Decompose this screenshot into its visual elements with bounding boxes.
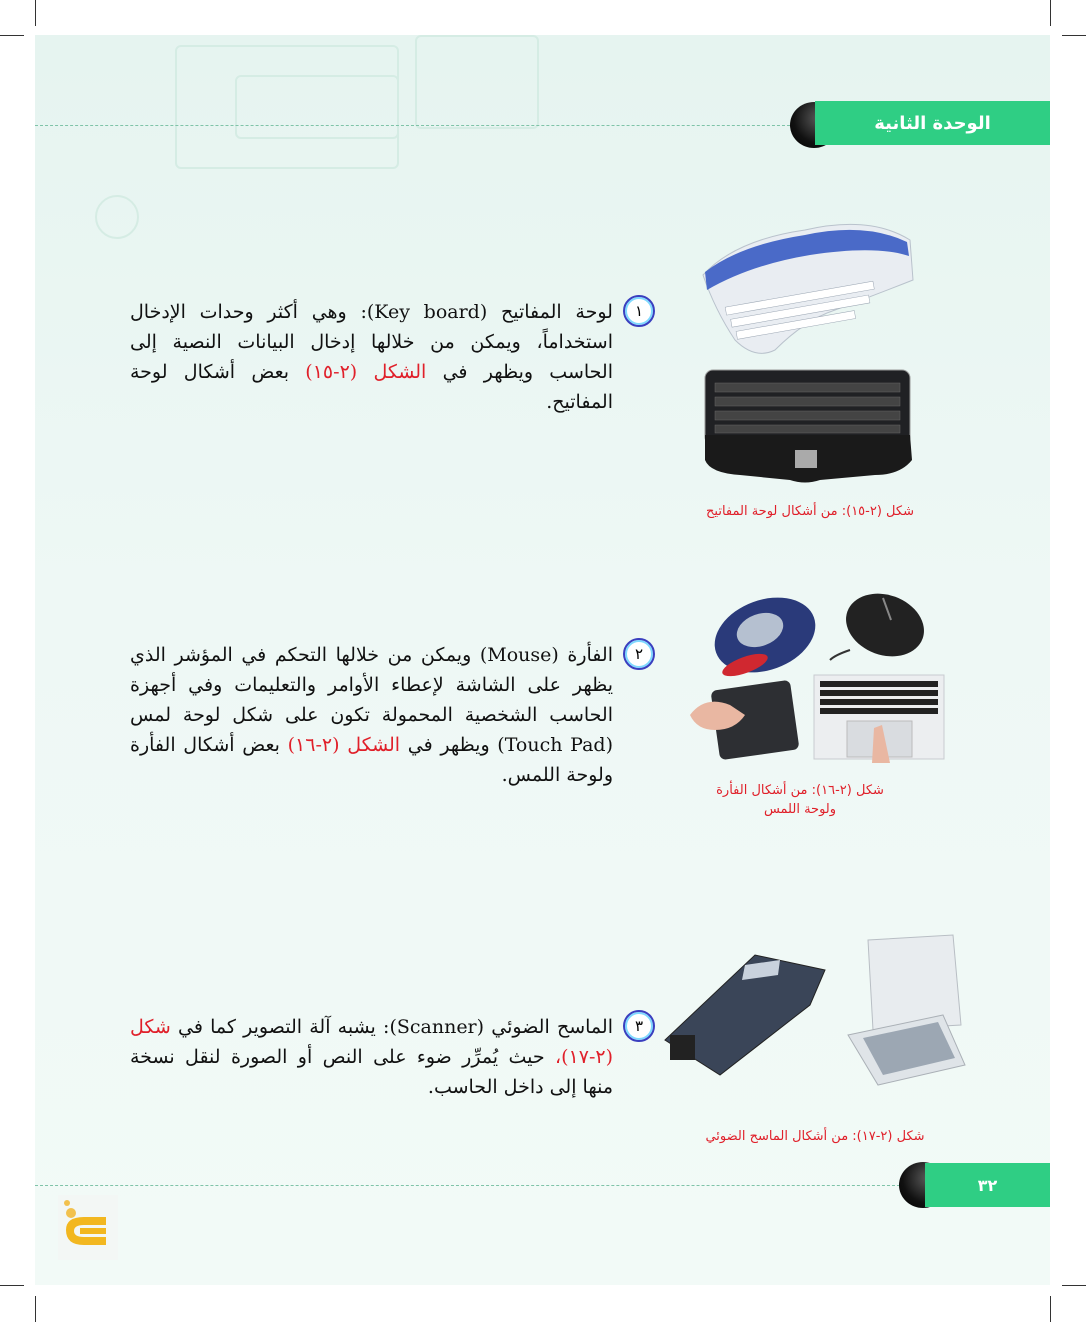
crop-mark: [0, 1285, 24, 1286]
crop-mark: [1062, 1285, 1086, 1286]
touchpad-photo: [812, 673, 947, 763]
text-run: استخداماً، ويمكن من خلالها إدخال البيانات النصية إلى: [130, 331, 613, 353]
crop-mark: [1050, 1296, 1051, 1322]
text-run: الحاسب ويظهر في: [426, 361, 613, 383]
paragraph-line: [130, 640, 613, 670]
paragraph-line: [130, 297, 613, 327]
keyboard-black-photo: [700, 365, 915, 485]
caption-line: شكل (٢-١٧): من أشكال الماسح الضوئي: [705, 1129, 925, 1144]
unit-title-tab: [815, 101, 1050, 145]
paragraph-line: [130, 387, 613, 417]
page-number: ٣٢: [977, 1175, 998, 1195]
text-run: المفاتيح.: [546, 391, 613, 413]
paragraph-line: [130, 357, 613, 387]
crop-mark: [35, 1296, 36, 1322]
keyboard-paragraph: [130, 297, 613, 417]
text-run: ولوحة اللمس.: [501, 764, 613, 786]
scanner-paragraph: [130, 1012, 613, 1102]
paragraph-line: [130, 730, 613, 760]
portable-scanner-photo: [660, 945, 830, 1080]
text-run: الحاسب الشخصية المحمولة تكون على شكل لوحة لمس: [130, 704, 613, 726]
text-run: الفأرة (Mouse) ويمكن من خلالها التحكم في المؤشر الذي: [130, 644, 613, 666]
circuit-pattern: [95, 195, 139, 239]
caption-line: شكل (٢-١٦): من أشكال الفأرة: [716, 783, 884, 798]
publisher-logo: [58, 1195, 118, 1260]
figure-reference: شكل: [130, 1016, 171, 1038]
text-run: يظهر على الشاشة لإعطاء الأوامر والتعليمات وفي أجهزة: [130, 674, 613, 696]
paragraph-line: [130, 760, 613, 790]
item-number: ٣: [634, 1017, 644, 1035]
text-run: (Touch Pad) ويظهر في: [400, 734, 613, 756]
text-run: حيث يُمرِّر ضوء على النص أو الصورة لنقل نسخة: [130, 1046, 555, 1068]
unit-title: الوحدة الثانية: [874, 112, 991, 134]
caption-line: شكل (٢-١٥): من أشكال لوحة المفاتيح: [706, 504, 914, 519]
circuit-pattern: [415, 35, 539, 129]
text-run: بعض أشكال الفأرة: [130, 734, 288, 756]
text-run: لوحة المفاتيح (Key board): وهي أكثر وحدات الإدخال: [130, 301, 613, 323]
page: [35, 35, 1050, 1285]
figure-reference: الشكل (٢-١٦): [287, 734, 401, 756]
mouse-black-photo: [825, 590, 945, 670]
text-run: منها إلى داخل الحاسب.: [427, 1076, 613, 1098]
caption-line: ولوحة اللمس: [763, 802, 837, 817]
page-number-tab: [925, 1163, 1050, 1207]
paragraph-line: [130, 670, 613, 700]
crop-mark: [0, 35, 24, 36]
item-number: ١: [634, 302, 644, 320]
paragraph-line: [130, 1012, 613, 1042]
paragraph-line: [130, 1072, 613, 1102]
text-run: الماسح الضوئي (Scanner): يشبه آلة التصوير كما في: [170, 1016, 613, 1038]
crop-mark: [1050, 0, 1051, 26]
crop-mark: [1062, 35, 1086, 36]
figure-caption: [675, 781, 925, 819]
keyboard-white-photo: [695, 200, 920, 360]
figure-caption: [675, 502, 945, 521]
paragraph-line: [130, 1042, 613, 1072]
mouse-blue-photo: [705, 590, 825, 680]
footer-rule: [35, 1185, 905, 1186]
item-number: ٢: [634, 645, 644, 663]
crop-mark: [35, 0, 36, 26]
circuit-pattern: [235, 75, 399, 139]
text-run: بعض أشكال لوحة: [130, 361, 306, 383]
header-rule: [35, 125, 795, 126]
flatbed-scanner-photo: [843, 930, 968, 1095]
item-number-badge: [623, 1010, 655, 1042]
paragraph-line: [130, 700, 613, 730]
figure-caption: [675, 1127, 955, 1146]
figure-reference: (٢-١٧)،: [554, 1046, 613, 1068]
mouse-paragraph: [130, 640, 613, 790]
external-touchpad-photo: [685, 675, 800, 765]
item-number-badge: [623, 638, 655, 670]
item-number-badge: [623, 295, 655, 327]
figure-reference: الشكل (٢-١٥): [305, 361, 427, 383]
paragraph-line: [130, 327, 613, 357]
